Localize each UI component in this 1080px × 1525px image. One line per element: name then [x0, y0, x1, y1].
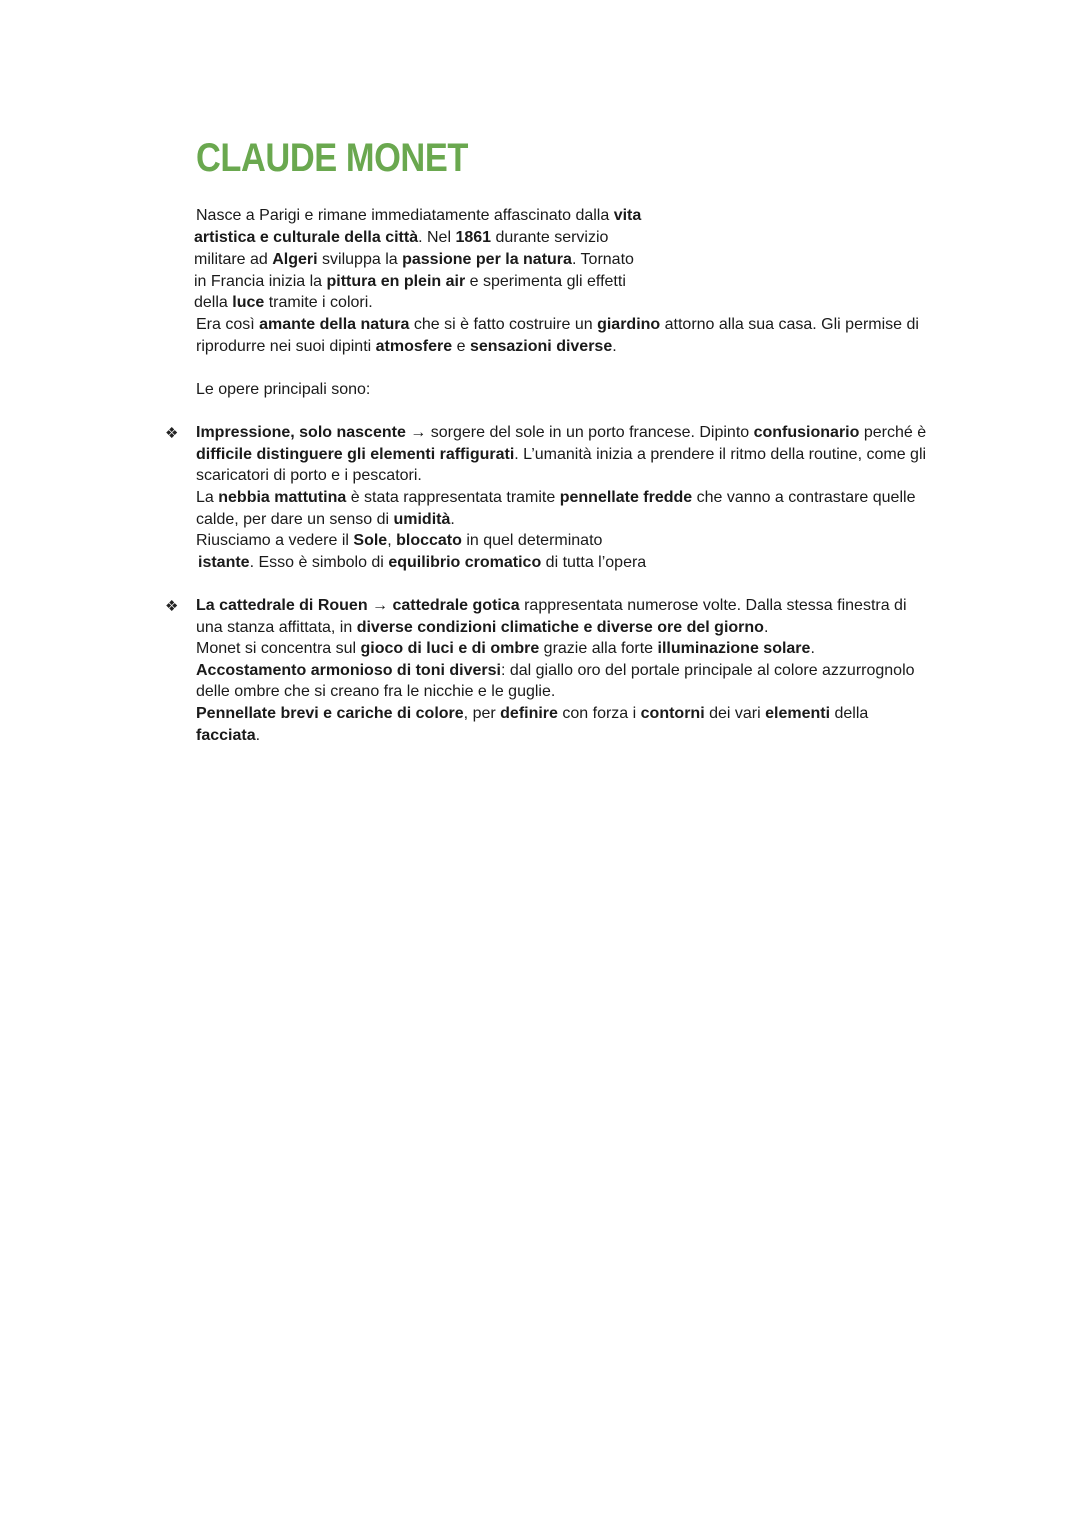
- diamond-bullet-icon: ❖: [165, 598, 179, 615]
- works-intro: Le opere principali sono:: [196, 381, 371, 398]
- item2-line-3: Monet si concentra sul gioco di luci e di ombre grazie alla forte illuminazione solare.: [196, 640, 815, 657]
- intro-line-1: Nasce a Parigi e rimane immediatamente affascinato dalla vita: [196, 207, 642, 224]
- item1-line-7: istante. Esso è simbolo di equilibrio cromatico di tutta l’opera: [198, 554, 647, 571]
- item2-line-6: Pennellate brevi e cariche di colore, per definire con forza i contorni dei vari elementi della: [196, 705, 869, 722]
- intro-line-2: artistica e culturale della città. Nel 1861 durante servizio: [194, 229, 609, 246]
- item2-line-4: Accostamento armonioso di toni diversi: dal giallo oro del portale principale al colore azzurrognolo: [196, 662, 915, 679]
- intro-line-4: in Francia inizia la pittura en plein air e sperimenta gli effetti: [194, 273, 626, 290]
- item1-line-5: calde, per dare un senso di umidità.: [196, 511, 455, 528]
- item1-line-2: difficile distinguere gli elementi raffigurati. L’umanità inizia a prendere il ritmo della routine, come gli: [196, 446, 927, 463]
- diamond-bullet-icon: ❖: [165, 425, 179, 442]
- intro-line-7: riprodurre nei suoi dipinti atmosfere e sensazioni diverse.: [196, 338, 617, 355]
- page-title: CLAUDE MONET: [196, 136, 468, 180]
- intro-line-5: della luce tramite i colori.: [194, 294, 373, 311]
- item1-line-4: La nebbia mattutina è stata rappresentata tramite pennellate fredde che vanno a contrastare quelle: [196, 489, 916, 506]
- item2-line-7: facciata.: [196, 727, 261, 744]
- item1-line-6: Riusciamo a vedere il Sole, bloccato in quel determinato: [196, 532, 603, 549]
- item2-line-2: una stanza affittata, in diverse condizioni climatiche e diverse ore del giorno.: [196, 619, 769, 636]
- intro-line-6: Era così amante della natura che si è fatto costruire un giardino attorno alla sua casa. Gli permise di: [196, 316, 919, 333]
- intro-line-3: militare ad Algeri sviluppa la passione per la natura. Tornato: [194, 251, 634, 268]
- item1-line-1: Impressione, solo nascente → sorgere del sole in un porto francese. Dipinto confusionario perché è: [196, 424, 927, 441]
- item2-line-5: delle ombre che si creano fra le nicchie e le guglie.: [196, 683, 556, 700]
- item2-line-1: La cattedrale di Rouen → cattedrale gotica rappresentata numerose volte. Dalla stessa finestra di: [196, 597, 907, 614]
- item1-line-3: scaricatori di porto e i pescatori.: [196, 467, 422, 484]
